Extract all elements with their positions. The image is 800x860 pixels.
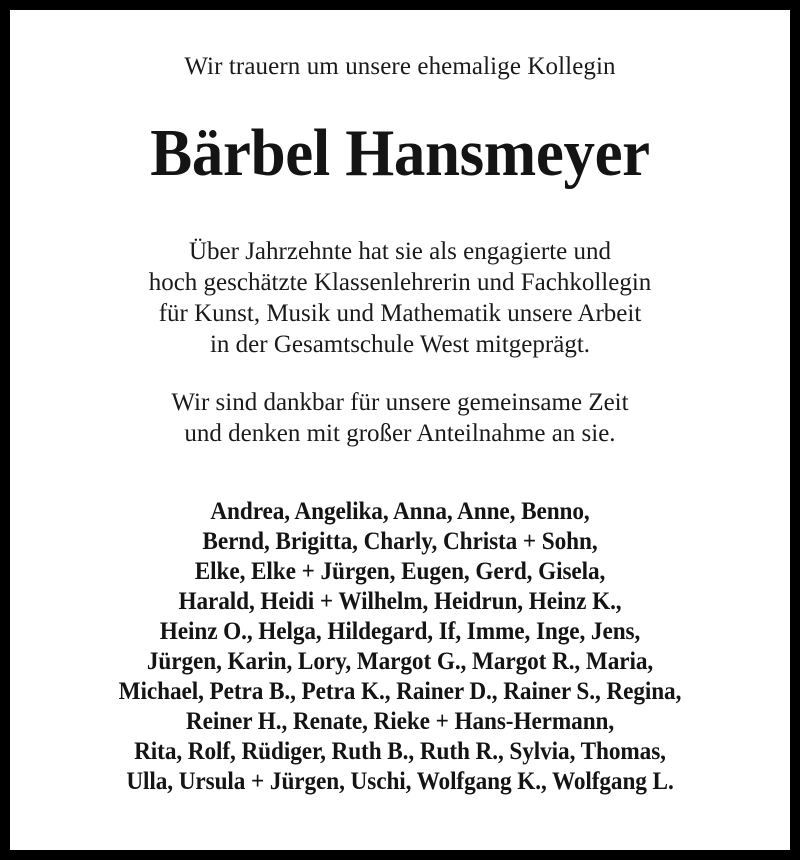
deceased-name: Bärbel Hansmeyer bbox=[150, 116, 650, 190]
signatory-line: Bernd, Brigitta, Charly, Christa + Sohn, bbox=[202, 528, 598, 555]
signatory-line: Andrea, Angelika, Anna, Anne, Benno, bbox=[210, 498, 590, 525]
signatory-line: Heinz O., Helga, Hildegard, If, Imme, Inge, Jens, bbox=[159, 618, 641, 645]
tribute-line: und denken mit großer Anteilnahme an sie. bbox=[184, 420, 616, 447]
tribute-line: für Kunst, Musik und Mathematik unsere Arbeit bbox=[158, 300, 642, 327]
mourning-statement: Wir trauern um unsere ehemalige Kollegin bbox=[184, 53, 616, 80]
notice-content bbox=[10, 10, 790, 797]
signatory-line: Reiner H., Renate, Rieke + Hans-Hermann, bbox=[185, 708, 615, 735]
signatory-line: Michael, Petra B., Petra K., Rainer D., Rainer S., Regina, bbox=[118, 678, 682, 705]
tribute-paragraph-1 bbox=[10, 190, 790, 360]
tribute-line: Wir sind dankbar für unsere gemeinsame Zeit bbox=[171, 389, 629, 416]
tribute-line: hoch geschätzte Klassenlehrerin und Fachkollegin bbox=[148, 269, 652, 296]
obituary-notice bbox=[10, 10, 790, 850]
signatory-line: Harald, Heidi + Wilhelm, Heidrun, Heinz K., bbox=[178, 588, 622, 615]
tribute-line: in der Gesamtschule West mitgeprägt. bbox=[209, 331, 591, 358]
signatory-line: Elke, Elke + Jürgen, Eugen, Gerd, Gisela, bbox=[194, 558, 606, 585]
signatory-line: Rita, Rolf, Rüdiger, Ruth B., Ruth R., Sylvia, Thomas, bbox=[134, 738, 666, 765]
signatory-line: Jürgen, Karin, Lory, Margot G., Margot R., Maria, bbox=[146, 648, 654, 675]
tribute-line: Über Jahrzehnte hat sie als engagierte und bbox=[188, 238, 612, 265]
signatory-line: Ulla, Ursula + Jürgen, Uschi, Wolfgang K., Wolfgang L. bbox=[126, 768, 674, 795]
signatory-list bbox=[10, 449, 790, 797]
tribute-paragraph-2 bbox=[10, 360, 790, 449]
